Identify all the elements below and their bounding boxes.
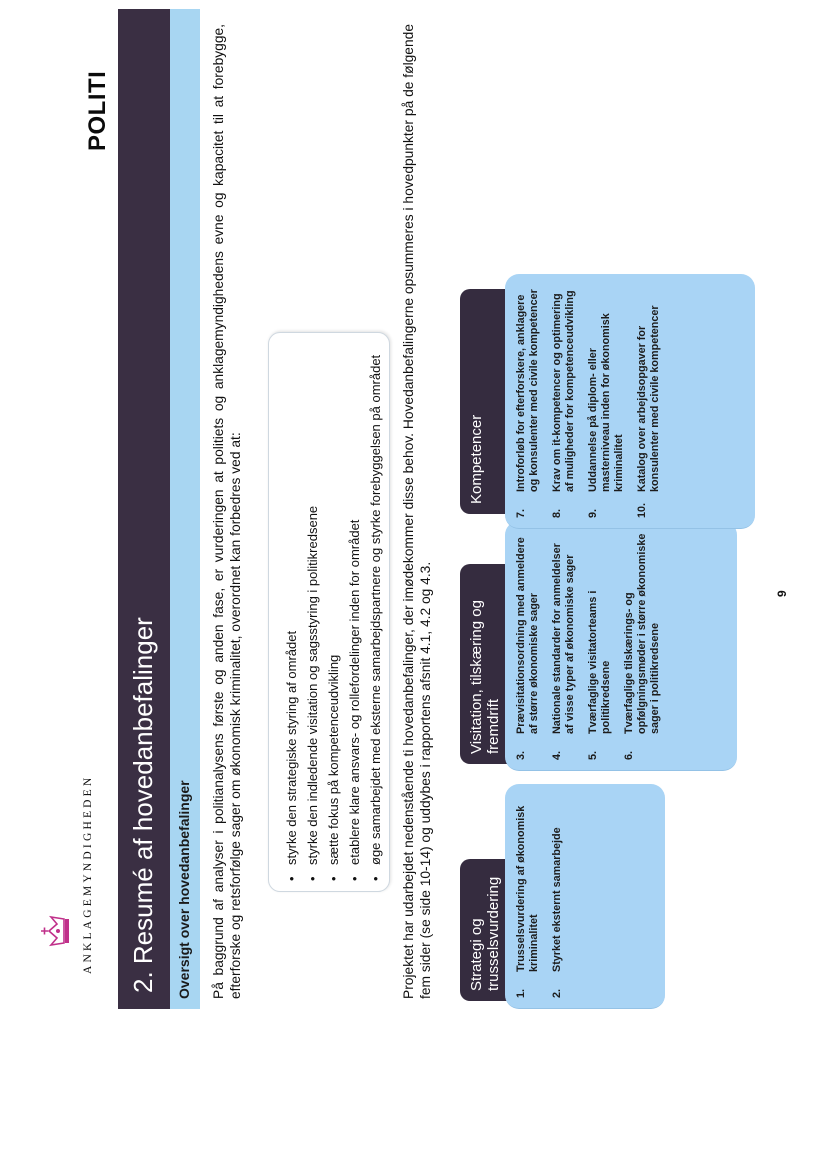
recommendation-item <box>587 531 613 760</box>
recommendation-item <box>551 531 577 760</box>
item-number: 1. <box>515 988 527 998</box>
bullet-item: • styrke den indledende visitation og sagsstyring i politikredsene <box>302 333 323 881</box>
bullet-item: • etablere klare ansvars- og rollefordelinger inden for området <box>344 333 365 881</box>
item-number: 4. <box>551 750 563 760</box>
recommendation-item <box>623 531 662 760</box>
intro-paragraph: På baggrund af analyser i politianalysens første og anden fase, er vurderingen at politiets og anklagemyndighedens evne og kapacitet til at forebygge, efterforske og retsforfølge sager om økonomisk kriminalitet, overordnet kan forbedres ved at: <box>211 24 243 999</box>
page-title: 2. Resumé af hovedanbefalinger <box>118 9 170 1009</box>
item-number: 5. <box>587 750 599 760</box>
item-number: 6. <box>623 750 635 760</box>
item-number: 3. <box>515 750 527 760</box>
item-text: Nationale standarder for anmeldelser af visse typer af økonomiske sager <box>551 543 576 734</box>
item-text: Prævisitationsordning med anmeldere af større økonomiske sager <box>515 537 540 734</box>
crown-icon <box>40 911 74 951</box>
bullet-item: • sætte fokus på kompetenceudvikling <box>323 333 344 881</box>
bullet-box <box>268 332 390 892</box>
item-text: Krav om it-kompetencer og optimering af muligheder for kompetenceudvikling <box>551 290 576 492</box>
brand-logo-text: POLITI <box>84 70 111 151</box>
item-text: Uddannelse på diplom- eller masterniveau inden for økonomisk kriminalitet <box>587 313 625 492</box>
column-heading-visitation: Visitation, tilskæring og fremdrift <box>460 564 522 764</box>
item-text: Introforløb for efterforskere, anklagere og konsulenter med civile kompetencer <box>515 289 540 492</box>
item-number: 7. <box>515 508 527 518</box>
page-number: 9 <box>775 590 789 597</box>
bullet-item: • øge samarbejdet med eksterne samarbejdspartnere og styrke forebyggelsen på området <box>365 333 386 881</box>
project-paragraph: Projektet har udarbejdet nedenstående ti hovedanbefalinger, der imødekommer disse behov. Hovedanbefalingerne opsummeres i hovedpunkter på de følgende fem sider (se side 10-14) og uddybes i rapportens afsnit 4.1, 4.2 og 4.3. <box>401 24 433 999</box>
column-box-visitation <box>505 521 737 771</box>
column-heading-competencies: Kompetencer <box>460 289 522 514</box>
column-box-strategy <box>505 784 665 1009</box>
recommendation-item <box>551 284 577 518</box>
recommendation-item <box>636 284 662 518</box>
section-subtitle: Oversigt over hovedanbefalinger <box>170 9 200 1009</box>
column-box-competencies <box>505 274 755 529</box>
recommendation-item <box>551 794 564 998</box>
item-number: 10. <box>636 502 648 518</box>
item-text: Tværfaglige tilskærings- og opfølgningsmøder i større økonomiske sager i politikredsene <box>623 533 661 734</box>
item-number: 8. <box>551 508 563 518</box>
item-text: Tværfaglige visitatorteams i politikredsene <box>587 590 612 734</box>
recommendation-item <box>515 531 541 760</box>
recommendation-item <box>587 284 626 518</box>
item-text: Trusselsvurdering af økonomisk kriminalitet <box>515 805 540 972</box>
item-text: Styrket eksternt samarbejde <box>551 827 563 972</box>
column-heading-strategy: Strategi og trusselsvurdering <box>460 859 522 1001</box>
recommendation-item <box>515 794 541 998</box>
agency-name: ANKLAGEMYNDIGHEDEN <box>82 774 94 974</box>
item-number: 9. <box>587 508 599 518</box>
item-text: Katalog over arbejdsopgaver for konsulenter med civile kompetencer <box>636 305 661 492</box>
recommendation-item <box>515 284 541 518</box>
bullet-item: • styrke den strategiske styring af området <box>281 333 302 881</box>
item-number: 2. <box>551 988 563 998</box>
